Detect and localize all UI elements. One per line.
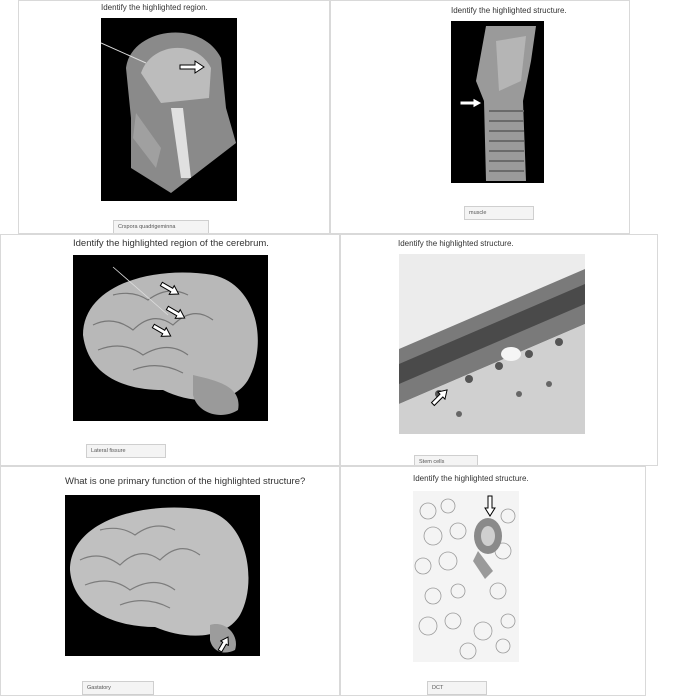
question-card-3 (0, 234, 340, 466)
brain-image (65, 495, 260, 656)
question-prompt: Identify the highlighted structure. (398, 239, 514, 248)
answer-field[interactable]: Gastatory (82, 681, 154, 695)
answer-field[interactable]: DCT (427, 681, 487, 695)
arrow-icon (179, 60, 205, 74)
question-prompt: Identify the highlighted structure. (451, 6, 567, 15)
question-prompt: Identify the highlighted region. (101, 3, 208, 12)
arrow-icon (459, 97, 483, 109)
kidney-micrograph (413, 491, 519, 662)
question-prompt: Identify the highlighted structure. (413, 474, 529, 483)
question-prompt: Identify the highlighted region of the cerebrum. (73, 238, 269, 249)
question-prompt: What is one primary function of the highlighted structure? (65, 476, 306, 487)
answer-field[interactable]: Crspora quadrigeminna (113, 220, 209, 234)
sagittal-head-image (101, 18, 237, 201)
answer-field[interactable]: Lateral fissure (86, 444, 166, 458)
arrow-icon (484, 495, 496, 517)
question-card-1 (18, 0, 330, 234)
epithelium-micrograph (399, 254, 585, 434)
answer-field[interactable]: muscle (464, 206, 534, 220)
question-card-5 (0, 466, 340, 696)
cerebrum-image (73, 255, 268, 421)
trachea-image (451, 21, 544, 183)
question-card-2 (330, 0, 630, 234)
question-card-4 (340, 234, 658, 466)
question-card-6 (340, 466, 646, 696)
answer-field[interactable]: Stem cells (414, 455, 478, 466)
